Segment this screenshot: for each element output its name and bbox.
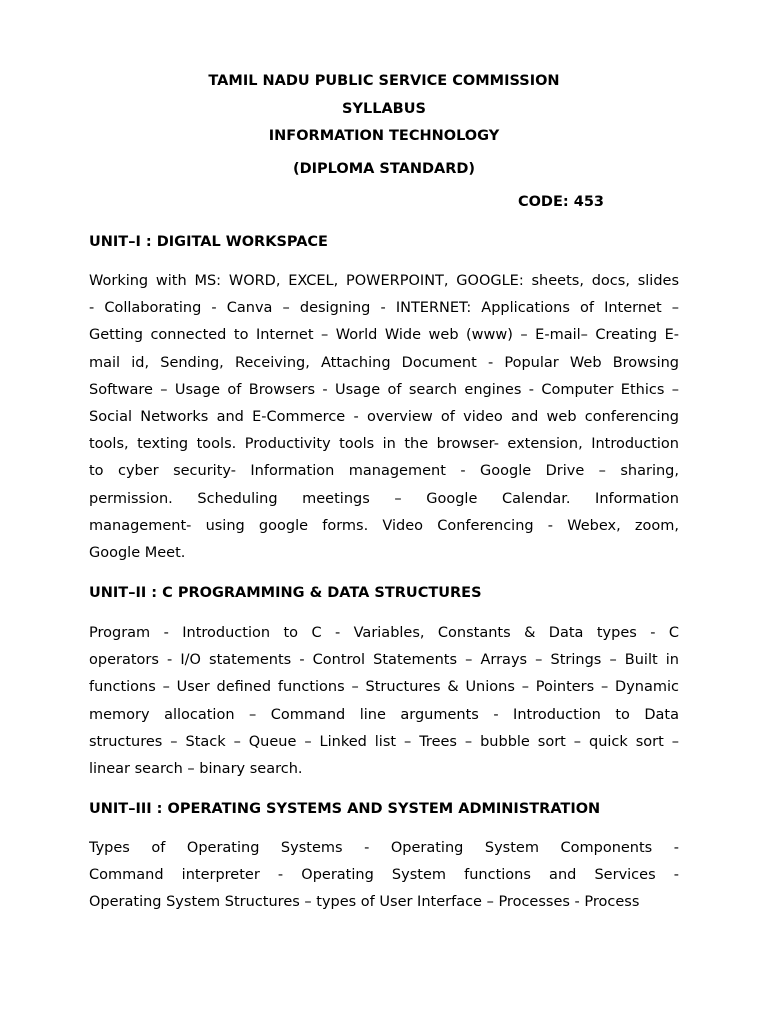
unit-3-heading: UNIT–III : OPERATING SYSTEMS AND SYSTEM ADMINISTRATION	[89, 801, 601, 817]
unit-1-line: - Collaborating - Canva – designing - INTERNET: Applications of Internet –	[89, 300, 679, 317]
unit-1-line: Social Networks and E-Commerce - overview of video and web conferencing	[89, 408, 679, 425]
unit-1-body	[89, 268, 679, 567]
unit-2-line: operators - I/O statements - Control Statements – Arrays – Strings – Built in	[89, 652, 679, 669]
unit-1-heading: UNIT–I : DIGITAL WORKSPACE	[89, 234, 328, 250]
standard-title: (DIPLOMA STANDARD)	[292, 161, 476, 177]
unit-2-body	[89, 620, 679, 783]
unit-1-line: tools, texting tools. Productivity tools in the browser- extension, Introduction	[89, 436, 679, 453]
unit-1-line: permission. Scheduling meetings – Google Calendar. Information	[89, 490, 679, 507]
unit-3-line: Operating System Structures – types of User Interface – Processes - Process	[89, 894, 640, 911]
subject-title: INFORMATION TECHNOLOGY	[268, 128, 500, 144]
unit-1-line: to cyber security- Information management - Google Drive – sharing,	[89, 463, 679, 480]
unit-2-line: memory allocation – Command line arguments - Introduction to Data	[89, 706, 679, 723]
code-label: CODE: 453	[517, 194, 604, 210]
unit-2-line: linear search – binary search.	[89, 760, 303, 777]
unit-2-line: functions – User defined functions – Structures & Unions – Pointers – Dynamic	[89, 679, 679, 696]
org-title: TAMIL NADU PUBLIC SERVICE COMMISSION	[208, 73, 560, 89]
unit-1-line: management- using google forms. Video Conferencing - Webex, zoom,	[89, 517, 679, 534]
unit-1-line: Working with MS: WORD, EXCEL, POWERPOINT, GOOGLE: sheets, docs, slides	[89, 273, 679, 289]
syllabus-page	[89, 0, 679, 1024]
unit-1-line: mail id, Sending, Receiving, Attaching Document - Popular Web Browsing	[89, 354, 679, 371]
unit-2-line: structures – Stack – Queue – Linked list – Trees – bubble sort – quick sort –	[89, 733, 679, 750]
unit-2-line: Program - Introduction to C - Variables, Constants & Data types - C	[89, 625, 679, 641]
unit-3-body	[89, 835, 679, 917]
unit-3-line: Types of Operating Systems - Operating System Components -	[89, 840, 679, 856]
unit-2-heading: UNIT–II : C PROGRAMMING & DATA STRUCTURES	[89, 585, 482, 601]
unit-1-line: Software – Usage of Browsers - Usage of search engines - Computer Ethics –	[89, 381, 679, 398]
unit-3-line: Command interpreter - Operating System functions and Services -	[89, 867, 679, 884]
unit-1-line: Getting connected to Internet – World Wide web (www) – E-mail– Creating E-	[89, 327, 679, 344]
unit-1-line: Google Meet.	[89, 544, 186, 561]
doc-type-title: SYLLABUS	[342, 101, 426, 117]
